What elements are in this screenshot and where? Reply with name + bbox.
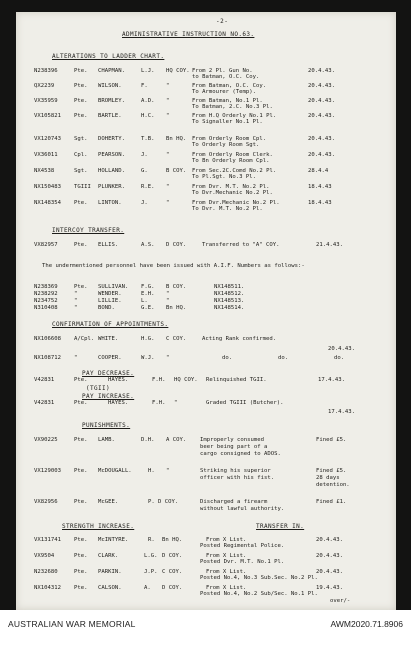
footer-accession-number: AWM2020.71.8906 bbox=[330, 619, 403, 629]
punishments-heading: PUNISHMENTS. bbox=[82, 422, 131, 429]
alteration-row: QX2239 Pte. WILSON. F. " From Batman, O.C. Coy. To Armourer (Temp). 20.4.43. bbox=[34, 83, 335, 95]
punishment-detail-line: beer being part of a bbox=[200, 444, 268, 450]
punishment-detail-line: detention. bbox=[316, 482, 350, 488]
confirmation-date-line: 20.4.43. bbox=[328, 346, 355, 352]
aif-number-row: N238292 " WENDER. E.H. " NX148512. bbox=[34, 291, 245, 297]
strength-row: VX131741 Pte. McINTYRE. R. Bn HQ. From X List. Posted Regimental Police. 20.4.43. bbox=[34, 537, 343, 549]
confirmation-heading: CONFIRMATION OF APPOINTMENTS. bbox=[52, 321, 169, 328]
aif-number-row: N234752 " LILLIE. L. " NX148513. bbox=[34, 298, 245, 304]
pay-increase-heading: PAY INCREASE. bbox=[82, 393, 135, 400]
pay-row: V42831 Pte. HAYES. F.H. HQ COY. Relinquished TGII. 17.4.43. bbox=[34, 377, 345, 383]
intercoy-row: VX82957 Pte. ELLIS. A.S. D COY. Transferred to "A" COY. 21.4.43. bbox=[34, 242, 343, 248]
punishment-detail-line: officer with his fist. 28 days bbox=[200, 475, 340, 481]
pay-date-line: 17.4.43. bbox=[328, 409, 355, 415]
alteration-row: VX36011 Cpl. PEARSON. J. " From Orderly Room Clerk. To Bn Orderly Room Cpl. 20.4.43. bbox=[34, 152, 335, 164]
confirmation-row: NX108712 " COOPER. W.J. " do. do. do. bbox=[34, 355, 345, 361]
punishment-detail-line: without lawful authority. bbox=[200, 506, 285, 512]
punishment-row: VX82956 Pte. McGEE. P. D COY. Discharged a firearm Fined £1. bbox=[34, 499, 347, 505]
document-title: ADMINISTRATIVE INSTRUCTION NO.63. bbox=[122, 31, 255, 38]
punishment-detail-line: cargo consigned to ADOS. bbox=[200, 451, 281, 457]
alteration-row: N238396 Pte. CHAPMAN. L.J. HQ COY. From 2 Pl. Gun No. to Batman, O.C. Coy. 20.4.43. bbox=[34, 68, 335, 80]
punishment-row: VX129003 Pte. McDOUGALL. H. " Striking his superior Fined £5. bbox=[34, 468, 347, 474]
punishment-row: VX90225 Pte. LAMB. D.H. A COY. Improperly consumed Fined £5. bbox=[34, 437, 347, 443]
pay-row: V42831 Pte. HAYES. F.H. " Graded TGIII (Butcher). bbox=[34, 400, 284, 406]
strength-row: VX9504 Pte. CLARK. L.G. D COY. From X List. Posted Dvr. M.T. No.1 Pl. 20.4.43. bbox=[34, 553, 343, 565]
aif-numbers-note: The undermentioned personnel have been issued with A.I.F. Numbers as follows:- bbox=[42, 263, 305, 269]
aif-number-row: N238369 Pte. SULLIVAN. F.G. B COY. NX148511. bbox=[34, 284, 245, 290]
page-over-marker: over/- bbox=[330, 598, 351, 604]
strength-row: N232680 Pte. PARKIN. J.P. C COY. From X List. Posted No.4, No.3 Sub.Sec. No.2 Pl. 20.4.43. bbox=[34, 569, 343, 581]
intercoy-heading: INTERCOY TRANSFER. bbox=[52, 227, 125, 234]
alteration-row: VX35959 Pte. BROMLEY. A.D. " From Batman, No.1 Pl. To Batman, 2.C. No.3 Pl. 20.4.43. bbox=[34, 98, 335, 110]
transfer-in-heading: TRANSFER IN. bbox=[256, 523, 305, 530]
strength-increase-heading: STRENGTH INCREASE. bbox=[62, 523, 135, 530]
page-number: -2- bbox=[216, 18, 229, 25]
alteration-row: NX150483 TGIII PLUNKER. R.E. " From Dvr. M.T. No.2 Pl. To Dvr.Mechanic No.2 Pl. 18.4.43 bbox=[34, 184, 332, 196]
confirmation-row: NX106608 A/Cpl. WHITE. H.G. C COY. Acting Rank confirmed. bbox=[34, 336, 277, 342]
pay-decrease-heading: PAY DECREASE. bbox=[82, 370, 135, 377]
footer-bar bbox=[0, 610, 411, 653]
alteration-row: VX120743 Sgt. DOHERTY. T.B. Bn HQ. From Orderly Room Cpl. To Orderly Room Sgt. 20.4.43. bbox=[34, 136, 335, 148]
typed-document-sheet bbox=[16, 12, 396, 610]
alteration-row: NX148354 Pte. LINTON. J. " From Dvr.Mechanic No.2 Pl. To Dvr. M.T. No.2 Pl. 18.4.43 bbox=[34, 200, 332, 212]
strength-row: NX104312 Pte. CALSON. A. D COY. From X List. Posted No.4, No.2 Sub/Sec. No.1 Pl. 19.4.43. bbox=[34, 585, 343, 597]
alteration-row: NX4538 Sgt. HOLLAND. G. B COY. From Sec.2C.Comd No.2 Pl. To Pl.Sgt. No.3 Pl. 28.4.4 bbox=[34, 168, 329, 180]
aif-number-row: N310408 " BOND. G.E. Bn HQ. NX148514. bbox=[34, 305, 245, 311]
pay-grade-note: (TGII) bbox=[86, 385, 111, 392]
alterations-heading: ALTERATIONS TO LADDER CHART. bbox=[52, 53, 165, 60]
footer-institution: AUSTRALIAN WAR MEMORIAL bbox=[8, 619, 136, 629]
alteration-row: VX105821 Pte. BARTLE. H.C. " From H.Q Orderly No.1 Pl. To Signaller No.1 Pl. 20.4.43. bbox=[34, 113, 335, 125]
